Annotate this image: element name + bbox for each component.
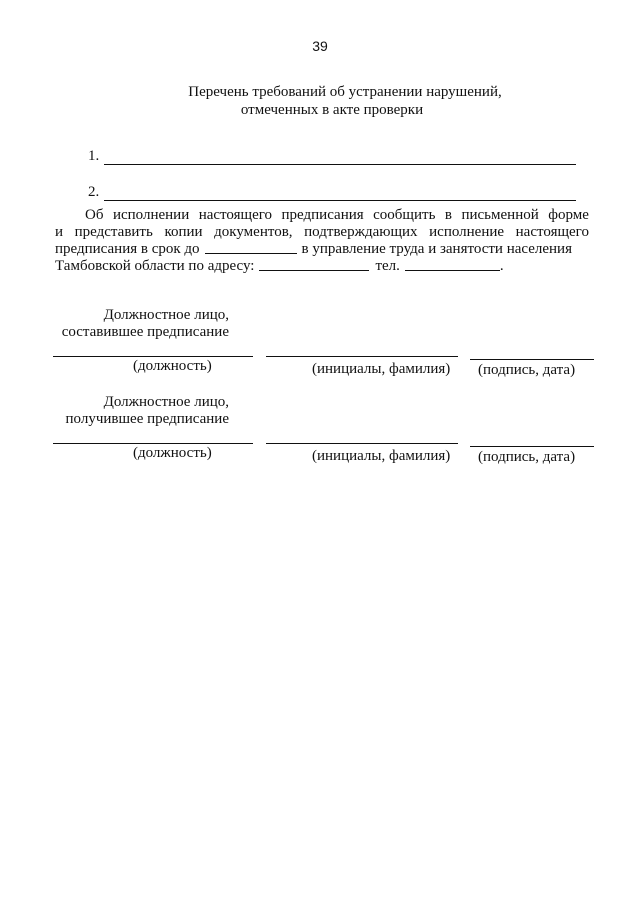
official-1-position-line[interactable]	[53, 356, 253, 357]
official-1-signature-line[interactable]	[470, 359, 594, 360]
instruction-paragraph	[55, 207, 589, 275]
paragraph-line-2: и представить копии документов, подтверждающих исполнение настоящего	[55, 224, 589, 240]
address-blank[interactable]	[259, 258, 369, 271]
official-1-line-2: составившее предписание	[61, 324, 229, 340]
page-number: 39	[312, 38, 328, 54]
requirement-1-number: 1.	[88, 148, 100, 164]
official-2-line-1: Должностное лицо,	[103, 394, 229, 410]
official-2-name-line[interactable]	[266, 443, 458, 444]
paragraph-line-1: Об исполнении настоящего предписания сообщить в письменной форме	[85, 207, 589, 223]
official-2-line-2: получившее предписание	[65, 411, 229, 427]
official-1-name-line[interactable]	[266, 356, 458, 357]
requirement-2-line[interactable]	[104, 200, 576, 201]
official-1-caption-position: (должность)	[133, 358, 212, 374]
paragraph-line-3: предписания в срок до в управление труда и занятости населения	[55, 241, 572, 257]
official-2-caption-name: (инициалы, фамилия)	[312, 448, 451, 464]
official-2-signature-line[interactable]	[470, 446, 594, 447]
phone-blank[interactable]	[405, 258, 500, 271]
official-2-caption-position: (должность)	[133, 445, 212, 461]
official-2-caption-signature: (подпись, дата)	[478, 449, 576, 465]
title-line-1: Перечень требований об устранении нарушений,	[188, 84, 502, 100]
official-1-line-1: Должностное лицо,	[103, 307, 229, 323]
requirement-2-number: 2.	[88, 184, 100, 200]
official-2-position-line[interactable]	[53, 443, 253, 444]
official-1-caption-signature: (подпись, дата)	[478, 362, 576, 378]
paragraph-line-4: Тамбовской области по адресу: тел. .	[55, 258, 504, 274]
requirement-1-line[interactable]	[104, 164, 576, 165]
title-line-2: отмеченных в акте проверки	[240, 102, 424, 118]
deadline-blank[interactable]	[205, 241, 297, 254]
official-1-caption-name: (инициалы, фамилия)	[312, 361, 451, 377]
